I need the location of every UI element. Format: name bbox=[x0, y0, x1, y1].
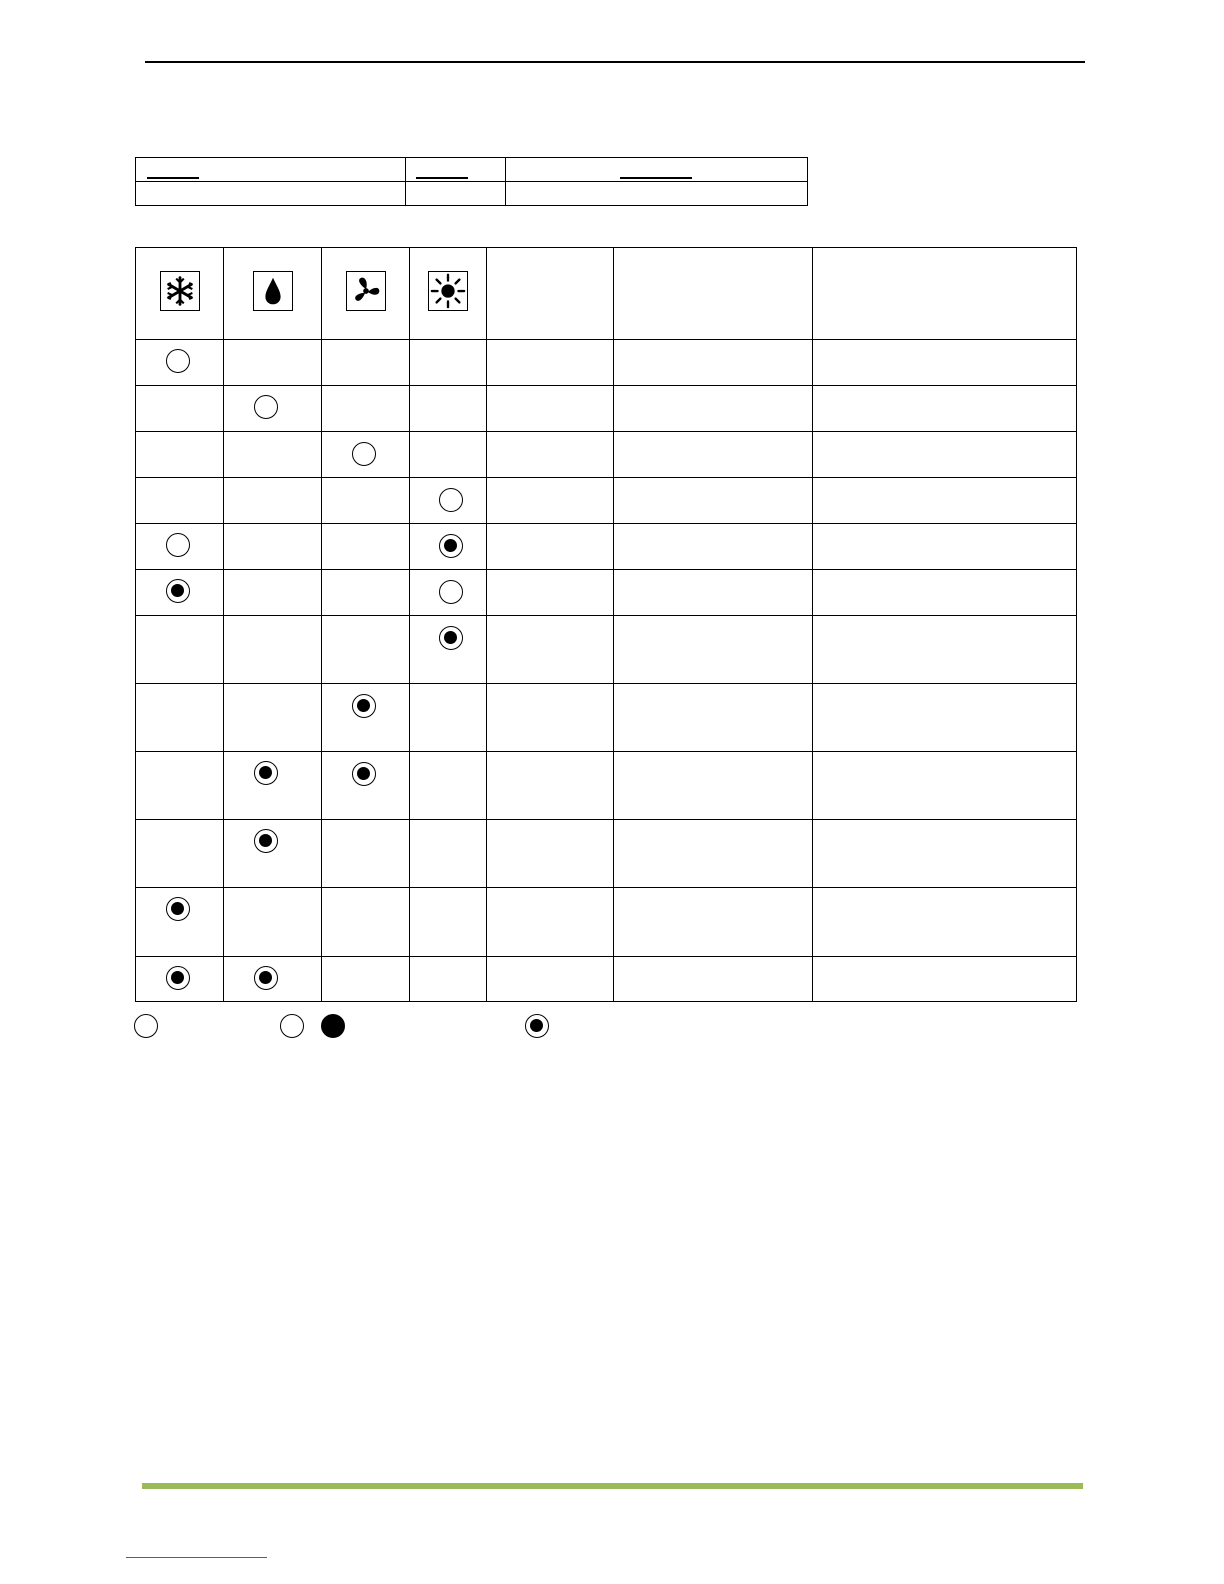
header-dry bbox=[224, 248, 322, 340]
text-cell bbox=[614, 684, 813, 752]
text-cell bbox=[813, 478, 1077, 524]
table-row bbox=[136, 616, 1077, 684]
info-table-header-cell bbox=[136, 158, 406, 182]
text-cell bbox=[614, 570, 813, 616]
text-cell bbox=[813, 684, 1077, 752]
blink-indicator bbox=[439, 626, 463, 650]
indicator-table bbox=[135, 247, 1077, 1002]
mode-cell-cool bbox=[136, 432, 224, 478]
mode-cell-fan bbox=[322, 386, 410, 432]
blink-indicator bbox=[254, 966, 278, 990]
mode-cell-cool bbox=[136, 957, 224, 1002]
mode-cell-dry bbox=[224, 616, 322, 684]
mode-cell-dry bbox=[224, 524, 322, 570]
text-cell bbox=[487, 616, 614, 684]
off-indicator bbox=[166, 349, 190, 373]
mode-cell-cool bbox=[136, 684, 224, 752]
header-cell-6 bbox=[614, 248, 813, 340]
off-indicator bbox=[439, 580, 463, 604]
text-cell bbox=[487, 340, 614, 386]
header-fan bbox=[322, 248, 410, 340]
text-cell bbox=[813, 524, 1077, 570]
blink-indicator bbox=[166, 897, 190, 921]
mode-cell-dry bbox=[224, 684, 322, 752]
mode-cell-heat bbox=[410, 340, 487, 386]
blink-indicator bbox=[254, 761, 278, 785]
blink-indicator bbox=[254, 829, 278, 853]
text-cell bbox=[487, 570, 614, 616]
mode-cell-cool bbox=[136, 570, 224, 616]
fan-icon bbox=[346, 271, 386, 311]
blink-indicator bbox=[352, 694, 376, 718]
text-cell bbox=[813, 570, 1077, 616]
table-row bbox=[136, 752, 1077, 820]
info-table bbox=[135, 157, 808, 206]
table-row bbox=[136, 684, 1077, 752]
mode-cell-dry bbox=[224, 820, 322, 888]
mode-cell-fan bbox=[322, 478, 410, 524]
mode-cell-cool bbox=[136, 820, 224, 888]
blink-indicator bbox=[166, 966, 190, 990]
text-cell bbox=[614, 752, 813, 820]
mode-cell-heat bbox=[410, 888, 487, 957]
text-cell bbox=[614, 957, 813, 1002]
legend-off-indicator bbox=[280, 1014, 304, 1038]
mode-cell-fan bbox=[322, 340, 410, 386]
text-cell bbox=[813, 340, 1077, 386]
text-cell bbox=[614, 432, 813, 478]
text-cell bbox=[813, 386, 1077, 432]
mode-cell-fan bbox=[322, 524, 410, 570]
text-cell bbox=[614, 524, 813, 570]
mode-cell-heat bbox=[410, 524, 487, 570]
text-cell bbox=[614, 340, 813, 386]
header-heat bbox=[410, 248, 487, 340]
mode-cell-heat bbox=[410, 478, 487, 524]
legend-blink-indicator bbox=[525, 1014, 549, 1038]
mode-cell-heat bbox=[410, 752, 487, 820]
mode-cell-cool bbox=[136, 888, 224, 957]
mode-cell-heat bbox=[410, 570, 487, 616]
mode-cell-heat bbox=[410, 820, 487, 888]
snowflake-icon bbox=[160, 271, 200, 311]
off-indicator bbox=[254, 395, 278, 419]
text-cell bbox=[487, 684, 614, 752]
mode-cell-dry bbox=[224, 888, 322, 957]
mode-cell-heat bbox=[410, 957, 487, 1002]
header-cell-5 bbox=[487, 248, 614, 340]
info-table-cell bbox=[405, 182, 506, 206]
table-header-row bbox=[136, 248, 1077, 340]
mode-cell-fan bbox=[322, 957, 410, 1002]
mode-cell-dry bbox=[224, 478, 322, 524]
text-cell bbox=[487, 478, 614, 524]
off-indicator bbox=[439, 488, 463, 512]
mode-cell-cool bbox=[136, 386, 224, 432]
text-cell bbox=[614, 888, 813, 957]
info-table-row bbox=[136, 182, 808, 206]
info-table-header-row bbox=[136, 158, 808, 182]
water-drop-icon bbox=[253, 271, 293, 311]
table-row bbox=[136, 340, 1077, 386]
text-cell bbox=[813, 752, 1077, 820]
text-cell bbox=[813, 616, 1077, 684]
mode-cell-dry bbox=[224, 957, 322, 1002]
header-cool bbox=[136, 248, 224, 340]
mode-cell-heat bbox=[410, 616, 487, 684]
text-cell bbox=[487, 386, 614, 432]
underline bbox=[416, 177, 468, 179]
header-rule bbox=[145, 61, 1085, 63]
table-row bbox=[136, 957, 1077, 1002]
legend-off-indicator bbox=[134, 1014, 158, 1038]
text-cell bbox=[614, 820, 813, 888]
table-row bbox=[136, 524, 1077, 570]
mode-cell-cool bbox=[136, 340, 224, 386]
mode-cell-fan bbox=[322, 752, 410, 820]
mode-cell-dry bbox=[224, 752, 322, 820]
text-cell bbox=[813, 820, 1077, 888]
blink-indicator bbox=[166, 579, 190, 603]
mode-cell-fan bbox=[322, 820, 410, 888]
mode-cell-cool bbox=[136, 524, 224, 570]
text-cell bbox=[614, 478, 813, 524]
table-row bbox=[136, 820, 1077, 888]
footer-rule bbox=[142, 1483, 1083, 1489]
text-cell bbox=[813, 432, 1077, 478]
blink-indicator bbox=[439, 534, 463, 558]
legend bbox=[0, 1014, 1224, 1044]
table-row bbox=[136, 432, 1077, 478]
mode-cell-dry bbox=[224, 432, 322, 478]
mode-cell-dry bbox=[224, 570, 322, 616]
mode-cell-dry bbox=[224, 386, 322, 432]
info-table-header-cell bbox=[405, 158, 506, 182]
text-cell bbox=[813, 888, 1077, 957]
header-cell-7 bbox=[813, 248, 1077, 340]
table-row bbox=[136, 386, 1077, 432]
mode-cell-cool bbox=[136, 616, 224, 684]
off-indicator bbox=[166, 533, 190, 557]
footer-link-underline bbox=[126, 1557, 267, 1558]
blink-indicator bbox=[352, 762, 376, 786]
mode-cell-heat bbox=[410, 386, 487, 432]
mode-cell-dry bbox=[224, 340, 322, 386]
text-cell bbox=[614, 616, 813, 684]
text-cell bbox=[487, 820, 614, 888]
table-row bbox=[136, 888, 1077, 957]
underline bbox=[620, 177, 692, 179]
info-table-header-cell bbox=[506, 158, 808, 182]
mode-cell-fan bbox=[322, 684, 410, 752]
info-table-cell bbox=[506, 182, 808, 206]
table-row bbox=[136, 570, 1077, 616]
text-cell bbox=[487, 888, 614, 957]
mode-cell-fan bbox=[322, 888, 410, 957]
text-cell bbox=[487, 957, 614, 1002]
mode-cell-cool bbox=[136, 478, 224, 524]
text-cell bbox=[813, 957, 1077, 1002]
underline bbox=[147, 177, 199, 179]
text-cell bbox=[487, 752, 614, 820]
text-cell bbox=[487, 524, 614, 570]
mode-cell-heat bbox=[410, 432, 487, 478]
text-cell bbox=[614, 386, 813, 432]
mode-cell-fan bbox=[322, 616, 410, 684]
text-cell bbox=[487, 432, 614, 478]
info-table-cell bbox=[136, 182, 406, 206]
sun-icon bbox=[428, 271, 468, 311]
legend-on-indicator bbox=[321, 1014, 345, 1038]
off-indicator bbox=[352, 442, 376, 466]
mode-cell-fan bbox=[322, 570, 410, 616]
mode-cell-fan bbox=[322, 432, 410, 478]
table-row bbox=[136, 478, 1077, 524]
mode-cell-heat bbox=[410, 684, 487, 752]
mode-cell-cool bbox=[136, 752, 224, 820]
